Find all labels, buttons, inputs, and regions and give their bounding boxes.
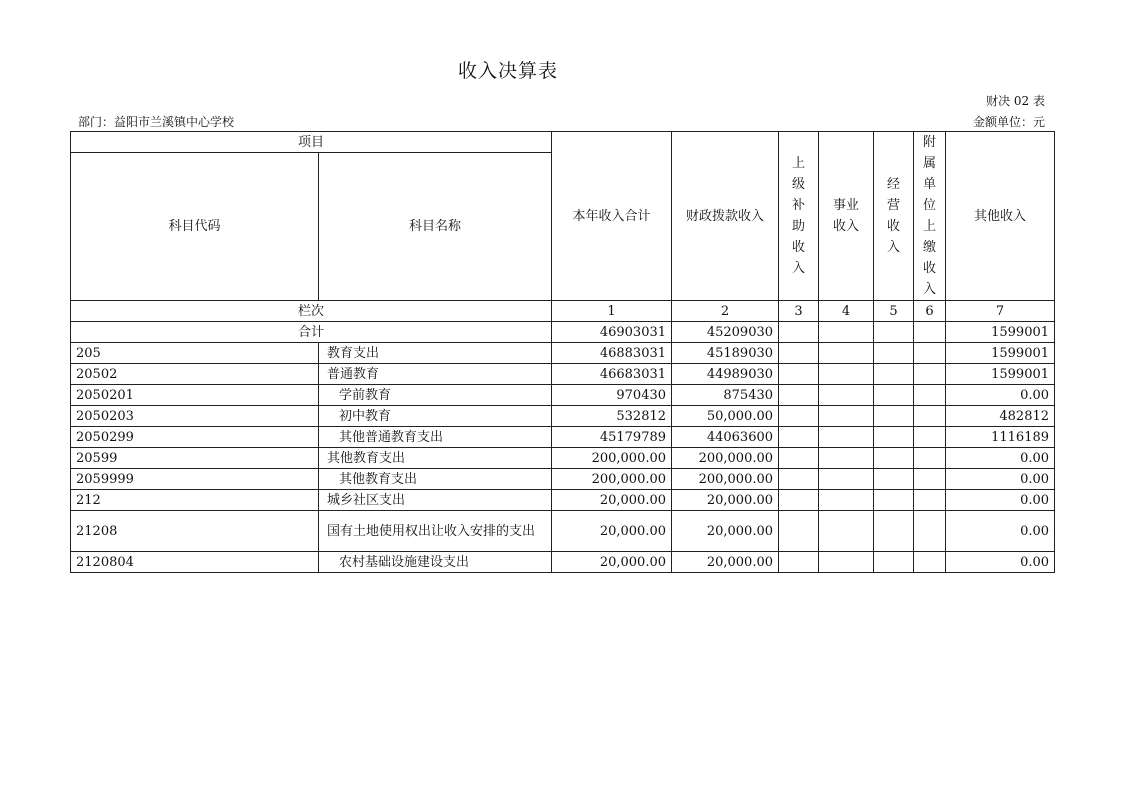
table-row xyxy=(71,448,1055,469)
header-superior-cell xyxy=(779,132,819,301)
affiliated-cell xyxy=(914,552,946,573)
total-cell: 970430 xyxy=(552,385,672,406)
form-number: 财决 02 表 xyxy=(986,94,1045,108)
table-row xyxy=(71,364,1055,385)
superior-cell xyxy=(779,427,819,448)
fiscal-cell: 44063600 xyxy=(672,427,779,448)
total-cell: 20,000.00 xyxy=(552,490,672,511)
total-label: 合计 xyxy=(71,322,552,343)
page-title: 收入决算表 xyxy=(457,60,558,82)
name-cell: 城乡社区支出 xyxy=(319,490,552,511)
fiscal-cell: 200,000.00 xyxy=(672,448,779,469)
name-cell: 其他教育支出 xyxy=(319,469,552,490)
total-cell: 46683031 xyxy=(552,364,672,385)
superior-cell xyxy=(779,343,819,364)
operating-cell xyxy=(874,427,914,448)
fiscal-cell: 45209030 xyxy=(672,322,779,343)
column-no: 6 xyxy=(914,301,946,322)
business-cell xyxy=(819,448,874,469)
business-cell xyxy=(819,490,874,511)
name-cell: 普通教育 xyxy=(319,364,552,385)
business-cell xyxy=(819,364,874,385)
other-cell: 0.00 xyxy=(946,490,1055,511)
other-cell: 0.00 xyxy=(946,469,1055,490)
business-cell xyxy=(819,385,874,406)
income-table xyxy=(70,131,1055,573)
superior-cell xyxy=(779,490,819,511)
header-operating-cell xyxy=(874,132,914,301)
code-cell: 2059999 xyxy=(71,469,319,490)
fiscal-cell: 875430 xyxy=(672,385,779,406)
other-cell: 0.00 xyxy=(946,385,1055,406)
superior-cell xyxy=(779,511,819,552)
operating-cell xyxy=(874,364,914,385)
other-cell: 0.00 xyxy=(946,511,1055,552)
operating-cell xyxy=(874,448,914,469)
business-cell xyxy=(819,511,874,552)
operating-cell xyxy=(874,511,914,552)
code-cell: 21208 xyxy=(71,511,319,552)
affiliated-cell xyxy=(914,364,946,385)
code-cell: 2050299 xyxy=(71,427,319,448)
superior-cell xyxy=(779,406,819,427)
other-cell: 1599001 xyxy=(946,322,1055,343)
total-cell: 532812 xyxy=(552,406,672,427)
code-cell: 205 xyxy=(71,343,319,364)
header-other: 其他收入 xyxy=(946,132,1055,301)
superior-cell xyxy=(779,385,819,406)
affiliated-cell xyxy=(914,427,946,448)
column-no: 7 xyxy=(946,301,1055,322)
affiliated-cell xyxy=(914,406,946,427)
business-cell xyxy=(819,343,874,364)
column-no: 4 xyxy=(819,301,874,322)
business-cell xyxy=(819,469,874,490)
table-row xyxy=(71,343,1055,364)
affiliated-cell xyxy=(914,343,946,364)
code-cell: 212 xyxy=(71,490,319,511)
header-affiliated-cell xyxy=(914,132,946,301)
total-cell: 20,000.00 xyxy=(552,552,672,573)
name-cell: 初中教育 xyxy=(319,406,552,427)
other-cell: 1599001 xyxy=(946,364,1055,385)
business-cell xyxy=(819,322,874,343)
column-no: 5 xyxy=(874,301,914,322)
header-total: 本年收入合计 xyxy=(552,132,672,301)
name-cell: 学前教育 xyxy=(319,385,552,406)
operating-cell xyxy=(874,469,914,490)
affiliated-cell xyxy=(914,511,946,552)
header-operating: 经营收入 xyxy=(887,177,901,255)
code-cell: 20599 xyxy=(71,448,319,469)
fiscal-cell: 20,000.00 xyxy=(672,552,779,573)
business-cell xyxy=(819,427,874,448)
other-cell: 0.00 xyxy=(946,552,1055,573)
total-cell: 46903031 xyxy=(552,322,672,343)
code-cell: 2120804 xyxy=(71,552,319,573)
total-row xyxy=(71,322,1055,343)
other-cell: 482812 xyxy=(946,406,1055,427)
code-cell: 20502 xyxy=(71,364,319,385)
name-cell: 农村基础设施建设支出 xyxy=(319,552,552,573)
fiscal-cell: 200,000.00 xyxy=(672,469,779,490)
total-cell: 200,000.00 xyxy=(552,448,672,469)
superior-cell xyxy=(779,552,819,573)
table-row xyxy=(71,552,1055,573)
affiliated-cell xyxy=(914,385,946,406)
affiliated-cell xyxy=(914,322,946,343)
header-business: 事业收入 xyxy=(833,198,860,234)
superior-cell xyxy=(779,469,819,490)
table-row xyxy=(71,511,1055,552)
table-row xyxy=(71,490,1055,511)
operating-cell xyxy=(874,406,914,427)
code-cell: 2050203 xyxy=(71,406,319,427)
operating-cell xyxy=(874,322,914,343)
affiliated-cell xyxy=(914,448,946,469)
total-cell: 46883031 xyxy=(552,343,672,364)
operating-cell xyxy=(874,490,914,511)
table-row xyxy=(71,427,1055,448)
operating-cell xyxy=(874,343,914,364)
superior-cell xyxy=(779,448,819,469)
header-code: 科目代码 xyxy=(71,153,319,301)
fiscal-cell: 45189030 xyxy=(672,343,779,364)
table-row xyxy=(71,469,1055,490)
total-cell: 20,000.00 xyxy=(552,511,672,552)
name-cell: 其他教育支出 xyxy=(319,448,552,469)
operating-cell xyxy=(874,552,914,573)
header-fiscal: 财政拨款收入 xyxy=(672,132,779,301)
fiscal-cell: 20,000.00 xyxy=(672,511,779,552)
affiliated-cell xyxy=(914,490,946,511)
business-cell xyxy=(819,406,874,427)
table-row xyxy=(71,385,1055,406)
other-cell: 1116189 xyxy=(946,427,1055,448)
total-cell: 45179789 xyxy=(552,427,672,448)
fiscal-cell: 44989030 xyxy=(672,364,779,385)
column-no: 1 xyxy=(552,301,672,322)
header-name: 科目名称 xyxy=(319,153,552,301)
column-no: 3 xyxy=(779,301,819,322)
name-cell: 教育支出 xyxy=(319,343,552,364)
column-no: 2 xyxy=(672,301,779,322)
name-cell: 其他普通教育支出 xyxy=(319,427,552,448)
column-no-label: 栏次 xyxy=(71,301,552,322)
total-cell: 200,000.00 xyxy=(552,469,672,490)
header-project: 项目 xyxy=(71,132,552,153)
affiliated-cell xyxy=(914,469,946,490)
currency-unit-label: 金额单位：元 xyxy=(972,115,1045,129)
other-cell: 0.00 xyxy=(946,448,1055,469)
operating-cell xyxy=(874,385,914,406)
department-label: 部门：益阳市兰溪镇中心学校 xyxy=(78,115,235,129)
fiscal-cell: 20,000.00 xyxy=(672,490,779,511)
fiscal-cell: 50,000.00 xyxy=(672,406,779,427)
header-business-cell xyxy=(819,132,874,301)
name-cell: 国有土地使用权出让收入安排的支出 xyxy=(319,511,552,552)
business-cell xyxy=(819,552,874,573)
table-row xyxy=(71,406,1055,427)
header-superior: 上级补助收入 xyxy=(792,156,806,276)
other-cell: 1599001 xyxy=(946,343,1055,364)
superior-cell xyxy=(779,364,819,385)
superior-cell xyxy=(779,322,819,343)
header-affiliated: 附属单位上缴收入 xyxy=(923,135,937,297)
code-cell: 2050201 xyxy=(71,385,319,406)
